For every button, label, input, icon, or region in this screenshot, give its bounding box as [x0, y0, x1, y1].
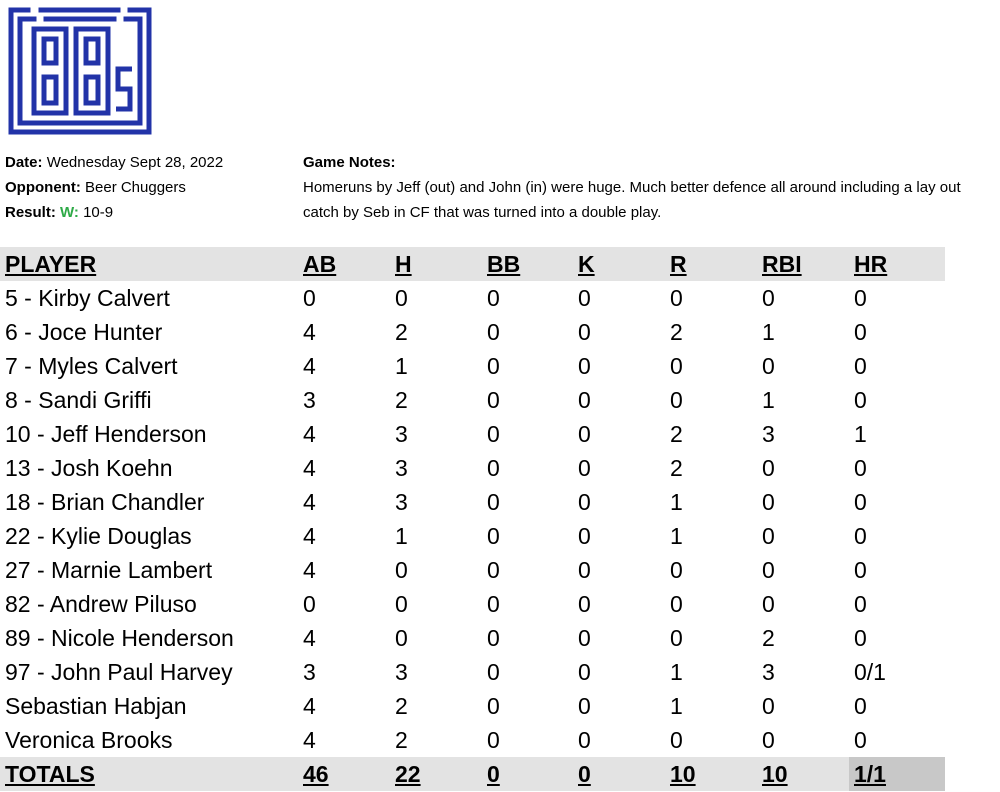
cell-k: 0 [578, 726, 591, 753]
totals-hr: 1/1 [849, 757, 945, 791]
player-row [0, 451, 945, 485]
cell-ab: 4 [303, 726, 316, 753]
header-hr: HR [849, 247, 945, 281]
cell-r: 2 [670, 318, 683, 345]
totals-ab: 46 [298, 757, 390, 791]
cell-rbi: 0 [762, 692, 775, 719]
cell-ab: 4 [303, 454, 316, 481]
cell-player: 82 - Andrew Piluso [5, 590, 197, 617]
cell-rbi: 1 [762, 318, 775, 345]
totals-bb: 0 [482, 757, 573, 791]
cell-ab: 4 [303, 556, 316, 583]
totals-k: 0 [573, 757, 665, 791]
cell-player: 13 - Josh Koehn [5, 454, 173, 481]
cell-bb: 0 [487, 420, 500, 447]
cell-rbi: 0 [762, 726, 775, 753]
cell-h: 2 [395, 386, 408, 413]
player-row [0, 485, 945, 519]
cell-r: 0 [670, 386, 683, 413]
result-line [5, 200, 223, 225]
cell-h: 3 [395, 488, 408, 515]
player-row [0, 655, 945, 689]
header-bb: BB [482, 247, 573, 281]
cell-ab: 4 [303, 692, 316, 719]
cell-r: 2 [670, 420, 683, 447]
player-row [0, 315, 945, 349]
cell-ab: 4 [303, 352, 316, 379]
header-k: K [573, 247, 665, 281]
cell-bb: 0 [487, 454, 500, 481]
cell-r: 0 [670, 556, 683, 583]
cell-ab: 4 [303, 488, 316, 515]
cell-hr: 0/1 [854, 658, 886, 685]
cell-player: 89 - Nicole Henderson [5, 624, 234, 651]
cell-ab: 3 [303, 658, 316, 685]
cell-h: 3 [395, 420, 408, 447]
cell-ab: 4 [303, 522, 316, 549]
cell-r: 0 [670, 284, 683, 311]
cell-ab: 4 [303, 420, 316, 447]
cell-rbi: 0 [762, 556, 775, 583]
cell-player: Sebastian Habjan [5, 692, 187, 719]
cell-rbi: 2 [762, 624, 775, 651]
cell-hr: 0 [854, 692, 867, 719]
header-ab: AB [298, 247, 390, 281]
cell-player: 97 - John Paul Harvey [5, 658, 233, 685]
cell-k: 0 [578, 420, 591, 447]
cell-k: 0 [578, 488, 591, 515]
stats-header-row [0, 247, 945, 281]
cell-k: 0 [578, 658, 591, 685]
date-line [5, 150, 223, 175]
cell-bb: 0 [487, 352, 500, 379]
cell-r: 1 [670, 522, 683, 549]
totals-label: TOTALS [0, 757, 298, 791]
header-r: R [665, 247, 757, 281]
cell-rbi: 0 [762, 522, 775, 549]
header-player: PLAYER [0, 247, 298, 281]
cell-h: 2 [395, 692, 408, 719]
cell-player: Veronica Brooks [5, 726, 173, 753]
opponent-label: Opponent: [5, 179, 81, 196]
cell-bb: 0 [487, 488, 500, 515]
cell-bb: 0 [487, 318, 500, 345]
cell-h: 3 [395, 658, 408, 685]
player-row [0, 621, 945, 655]
cell-r: 1 [670, 692, 683, 719]
cell-k: 0 [578, 318, 591, 345]
player-row [0, 587, 945, 621]
cell-rbi: 0 [762, 454, 775, 481]
cell-player: 7 - Myles Calvert [5, 352, 178, 379]
totals-row [0, 757, 945, 791]
cell-ab: 4 [303, 318, 316, 345]
cell-h: 3 [395, 454, 408, 481]
totals-rbi: 10 [757, 757, 849, 791]
cell-hr: 0 [854, 488, 867, 515]
cell-rbi: 3 [762, 658, 775, 685]
totals-r: 10 [665, 757, 757, 791]
result-outcome: W: [60, 204, 79, 221]
cell-bb: 0 [487, 556, 500, 583]
cell-bb: 0 [487, 726, 500, 753]
cell-hr: 0 [854, 522, 867, 549]
team-logo [8, 7, 152, 135]
cell-player: 10 - Jeff Henderson [5, 420, 207, 447]
cell-r: 1 [670, 658, 683, 685]
cell-bb: 0 [487, 658, 500, 685]
cell-hr: 0 [854, 556, 867, 583]
date-value: Wednesday Sept 28, 2022 [46, 154, 224, 171]
stats-body [0, 281, 945, 757]
cell-bb: 0 [487, 624, 500, 651]
cell-hr: 0 [854, 726, 867, 753]
cell-h: 2 [395, 726, 408, 753]
cell-player: 18 - Brian Chandler [5, 488, 205, 515]
cell-hr: 0 [854, 590, 867, 617]
cell-rbi: 0 [762, 488, 775, 515]
date-label: Date: [5, 154, 43, 171]
cell-hr: 0 [854, 454, 867, 481]
cell-h: 0 [395, 556, 408, 583]
result-score: 10-9 [83, 204, 114, 221]
cell-hr: 0 [854, 386, 867, 413]
opponent-line [5, 175, 223, 200]
cell-h: 2 [395, 318, 408, 345]
88s-logo-icon [8, 7, 152, 135]
cell-h: 1 [395, 522, 408, 549]
cell-bb: 0 [487, 522, 500, 549]
cell-bb: 0 [487, 386, 500, 413]
cell-hr: 0 [854, 624, 867, 651]
player-row [0, 553, 945, 587]
cell-ab: 4 [303, 624, 316, 651]
player-row [0, 519, 945, 553]
cell-r: 0 [670, 590, 683, 617]
opponent-value: Beer Chuggers [85, 179, 186, 196]
header-rbi: RBI [757, 247, 849, 281]
cell-k: 0 [578, 454, 591, 481]
cell-k: 0 [578, 556, 591, 583]
totals-h: 22 [390, 757, 482, 791]
cell-hr: 0 [854, 284, 867, 311]
cell-r: 0 [670, 726, 683, 753]
cell-ab: 3 [303, 386, 316, 413]
player-row [0, 417, 945, 451]
cell-r: 0 [670, 352, 683, 379]
player-row [0, 383, 945, 417]
cell-k: 0 [578, 624, 591, 651]
cell-h: 0 [395, 284, 408, 311]
cell-bb: 0 [487, 590, 500, 617]
cell-r: 2 [670, 454, 683, 481]
cell-player: 8 - Sandi Griffi [5, 386, 152, 413]
game-notes [303, 150, 993, 225]
cell-hr: 0 [854, 352, 867, 379]
cell-r: 0 [670, 624, 683, 651]
result-label: Result: [5, 204, 56, 221]
game-notes-text: Homeruns by Jeff (out) and John (in) were huge. Much better defence all around including a lay out catch by Seb in CF that was turned into a double play. [303, 179, 961, 221]
cell-player: 6 - Joce Hunter [5, 318, 163, 345]
cell-rbi: 1 [762, 386, 775, 413]
cell-k: 0 [578, 522, 591, 549]
cell-h: 0 [395, 624, 408, 651]
cell-rbi: 3 [762, 420, 775, 447]
cell-r: 1 [670, 488, 683, 515]
game-notes-label: Game Notes: [303, 154, 396, 171]
cell-k: 0 [578, 352, 591, 379]
cell-h: 0 [395, 590, 408, 617]
cell-k: 0 [578, 284, 591, 311]
cell-rbi: 0 [762, 352, 775, 379]
cell-rbi: 0 [762, 590, 775, 617]
player-row [0, 689, 945, 723]
cell-h: 1 [395, 352, 408, 379]
player-row [0, 349, 945, 383]
player-row [0, 723, 945, 757]
stats-table [0, 247, 945, 791]
header-h: H [390, 247, 482, 281]
cell-k: 0 [578, 386, 591, 413]
cell-hr: 0 [854, 318, 867, 345]
cell-k: 0 [578, 692, 591, 719]
cell-hr: 1 [854, 420, 867, 447]
cell-ab: 0 [303, 284, 316, 311]
cell-player: 27 - Marnie Lambert [5, 556, 213, 583]
cell-bb: 0 [487, 692, 500, 719]
player-row [0, 281, 945, 315]
cell-k: 0 [578, 590, 591, 617]
cell-player: 5 - Kirby Calvert [5, 284, 170, 311]
cell-rbi: 0 [762, 284, 775, 311]
cell-player: 22 - Kylie Douglas [5, 522, 192, 549]
game-info [5, 150, 223, 225]
cell-bb: 0 [487, 284, 500, 311]
cell-ab: 0 [303, 590, 316, 617]
